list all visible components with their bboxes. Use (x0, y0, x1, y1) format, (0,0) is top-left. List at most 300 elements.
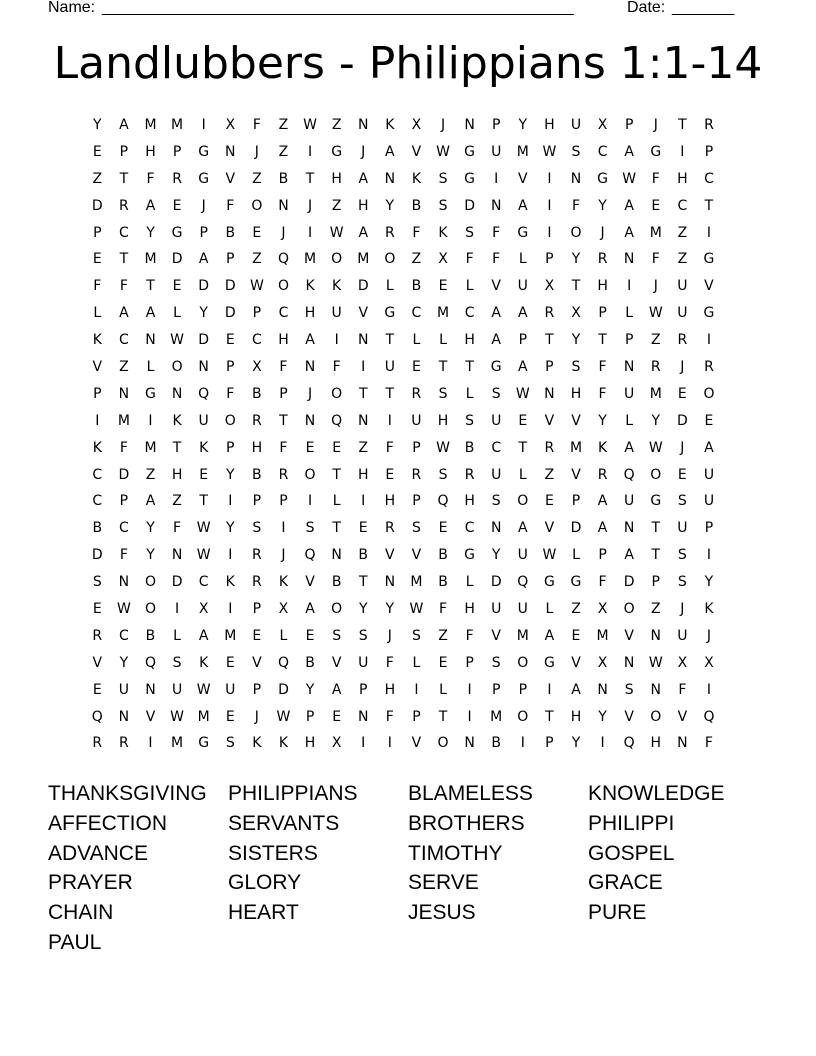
grid-letter: B (225, 224, 236, 241)
grid-letter: O (331, 251, 343, 268)
grid-letter: P (359, 681, 368, 698)
grid-letter: D (676, 412, 688, 429)
grid-letter: M (649, 385, 662, 402)
grid-letter: P (651, 574, 660, 591)
grid-letter: F (571, 197, 581, 214)
grid-letter: V (385, 547, 395, 564)
grid-letter: V (571, 654, 581, 671)
grid-letter: B (411, 278, 422, 295)
grid-letter: V (411, 143, 422, 160)
page-title: Landlubbers - Philippians 1:1-14 (53, 38, 763, 89)
grid-letter: N (304, 412, 316, 429)
grid-letter: U (677, 278, 688, 295)
grid-letter: C (704, 170, 714, 187)
grid-letter: S (172, 654, 182, 671)
name-label: Name: (48, 0, 96, 16)
grid-letter: E (358, 520, 368, 537)
grid-letter: O (304, 466, 316, 483)
grid-letter: D (224, 278, 236, 295)
grid-letter: K (704, 601, 714, 618)
grid-letter: C (278, 305, 289, 322)
grid-letter: Q (623, 466, 635, 483)
grid-letter: Z (172, 493, 182, 510)
grid-letter: Y (146, 520, 155, 537)
grid-letter: F (279, 359, 288, 376)
grid-letter: I (95, 412, 100, 429)
grid-letter: A (358, 170, 369, 187)
grid-letter: L (545, 601, 554, 618)
grid-letter: I (627, 278, 632, 295)
date-label: Date: (627, 0, 666, 16)
grid-letter: Y (305, 681, 315, 698)
grid-letter: A (305, 332, 315, 349)
grid-letter: N (304, 359, 316, 376)
grid-letter: O (570, 224, 582, 241)
grid-letter: P (279, 385, 288, 402)
grid-letter: I (520, 735, 525, 752)
grid-letter: M (224, 627, 237, 644)
grid-letter: J (387, 627, 392, 644)
grid-letter: L (465, 278, 474, 295)
grid-letter: Z (358, 439, 369, 456)
grid-letter: A (518, 197, 528, 214)
grid-letter: D (490, 574, 502, 591)
grid-letter: V (704, 278, 714, 295)
grid-letter: A (571, 681, 581, 698)
grid-letter: M (117, 412, 130, 429)
grid-letter: P (598, 305, 607, 322)
grid-letter: I (307, 224, 313, 241)
grid-letter: L (625, 305, 634, 322)
grid-letter: H (464, 493, 475, 510)
grid-letter: E (225, 654, 235, 671)
grid-letter: A (198, 627, 209, 644)
grid-letter: P (226, 359, 235, 376)
grid-letter: I (387, 735, 392, 752)
word-list-item: ADVANCE (48, 841, 148, 865)
grid-letter: I (148, 412, 153, 429)
grid-letter: U (225, 681, 236, 698)
grid-letter: Y (146, 547, 155, 564)
grid-letter: T (119, 251, 129, 268)
grid-letter: R (278, 466, 289, 483)
grid-letter: A (518, 305, 528, 322)
grid-letter: J (706, 627, 712, 644)
grid-letter: I (494, 170, 499, 187)
grid-letter: P (172, 143, 182, 160)
grid-letter: H (597, 278, 608, 295)
grid-letter: F (332, 359, 341, 376)
grid-letter: G (198, 143, 210, 160)
grid-letter: O (277, 278, 289, 295)
grid-letter: P (279, 493, 288, 510)
grid-letter: J (680, 439, 685, 456)
header-line (48, 0, 748, 18)
grid-letter: I (680, 143, 685, 160)
grid-letter: P (518, 681, 528, 698)
grid-letter: P (412, 708, 421, 725)
grid-letter: M (144, 117, 157, 133)
grid-letter: E (385, 466, 395, 483)
grid-letter: T (465, 359, 474, 376)
grid-letter: N (171, 547, 183, 564)
grid-letter: D (91, 197, 103, 214)
grid-letter: X (252, 359, 262, 376)
grid-letter: O (650, 466, 662, 483)
grid-letter: P (545, 359, 554, 376)
grid-letter: N (677, 735, 688, 752)
grid-letter: O (331, 601, 343, 618)
grid-letter: M (516, 627, 529, 644)
grid-letter: V (92, 654, 103, 671)
grid-letter: S (571, 143, 581, 160)
grid-letter: H (437, 412, 449, 429)
grid-letter: T (199, 493, 208, 510)
grid-letter: D (118, 466, 130, 483)
grid-letter: K (92, 439, 102, 456)
grid-letter: E (252, 627, 262, 644)
grid-letter: U (171, 681, 183, 698)
grid-letter: S (438, 197, 448, 214)
grid-letter: L (465, 574, 474, 591)
grid-letter: K (438, 224, 448, 241)
grid-letter: L (93, 305, 102, 322)
grid-letter: Q (277, 251, 289, 268)
grid-letter: Y (598, 412, 607, 429)
grid-letter: T (438, 359, 448, 376)
grid-letter: W (303, 117, 317, 133)
grid-letter: P (119, 143, 129, 160)
grid-letter: U (703, 493, 715, 510)
grid-letter: M (516, 143, 529, 160)
grid-letter: V (411, 547, 422, 564)
grid-letter: S (624, 681, 634, 698)
grid-letter: E (651, 197, 661, 214)
grid-letter: E (225, 708, 235, 725)
grid-letter: G (198, 170, 210, 187)
grid-letter: O (650, 708, 662, 725)
grid-letter: X (544, 278, 555, 295)
grid-letter: P (624, 332, 634, 349)
grid-letter: J (680, 601, 685, 618)
grid-letter: E (92, 681, 102, 698)
grid-letter: N (623, 251, 635, 268)
grid-letter: S (252, 520, 262, 537)
grid-letter: R (464, 466, 475, 483)
grid-letter: B (331, 574, 342, 591)
word-list-item: KNOWLEDGE (588, 782, 725, 805)
grid-letter: O (517, 708, 529, 725)
grid-letter: A (624, 143, 634, 160)
grid-letter: N (225, 143, 236, 160)
grid-letter: W (196, 547, 211, 564)
word-list-item: PAUL (48, 930, 102, 954)
grid-letter: G (145, 385, 156, 402)
grid-letter: A (624, 224, 634, 241)
grid-letter: V (252, 654, 262, 671)
date-blank[interactable]: _______ (672, 0, 735, 16)
grid-letter: Q (623, 735, 635, 752)
grid-letter: T (385, 385, 395, 402)
grid-letter: F (598, 359, 607, 376)
grid-letter: N (623, 359, 635, 376)
grid-letter: U (677, 305, 688, 322)
grid-letter: F (385, 654, 394, 671)
grid-letter: B (305, 654, 315, 671)
grid-letter: A (597, 493, 608, 510)
grid-letter: E (544, 493, 554, 510)
grid-letter: O (623, 601, 635, 618)
word-list-item: THANKSGIVING (48, 782, 207, 805)
grid-letter: J (281, 224, 286, 241)
grid-letter: F (252, 117, 261, 133)
grid-letter: R (92, 735, 103, 752)
grid-letter: U (198, 412, 209, 429)
grid-letter: E (252, 224, 262, 241)
grid-letter: G (198, 735, 210, 752)
grid-letter: N (198, 359, 209, 376)
grid-letter: T (332, 466, 341, 483)
grid-letter: T (678, 117, 687, 133)
grid-letter: P (571, 493, 581, 510)
grid-letter: X (331, 735, 342, 752)
grid-letter: J (254, 143, 259, 160)
grid-letter: P (252, 681, 262, 698)
grid-letter: L (173, 305, 181, 322)
grid-letter: R (384, 224, 395, 241)
grid-letter: H (384, 681, 396, 698)
grid-letter: F (385, 439, 394, 456)
grid-letter: J (281, 547, 286, 564)
grid-letter: C (119, 224, 129, 241)
grid-letter: Z (278, 117, 289, 133)
grid-letter: N (623, 654, 635, 671)
grid-letter: S (411, 627, 421, 644)
grid-letter: G (331, 143, 343, 160)
grid-letter: P (491, 117, 501, 133)
grid-letter: L (146, 359, 155, 376)
grid-letter: F (226, 197, 235, 214)
grid-letter: C (411, 305, 422, 322)
grid-letter: Y (571, 332, 581, 349)
grid-letter: T (385, 332, 395, 349)
grid-letter: I (201, 117, 206, 133)
grid-letter: Z (331, 117, 342, 133)
grid-letter: W (116, 601, 131, 618)
grid-letter: J (653, 278, 658, 295)
grid-letter: F (598, 574, 607, 591)
grid-letter: Y (119, 654, 129, 671)
grid-letter: U (491, 466, 502, 483)
grid-letter: C (119, 332, 129, 349)
grid-letter: N (357, 708, 369, 725)
grid-letter: K (332, 278, 342, 295)
grid-letter: R (92, 627, 103, 644)
grid-letter: S (677, 547, 687, 564)
grid-letter: T (704, 197, 714, 214)
grid-letter: V (331, 654, 342, 671)
letter-grid (84, 112, 722, 757)
grid-letter: A (145, 493, 156, 510)
grid-letter: U (624, 385, 635, 402)
grid-letter: I (706, 681, 712, 698)
grid-letter: I (547, 224, 552, 241)
grid-letter: L (412, 332, 421, 349)
grid-letter: F (119, 547, 128, 564)
grid-letter: P (491, 681, 501, 698)
grid-letter: F (119, 278, 128, 295)
grid-letter: P (119, 493, 129, 510)
grid-letter: D (570, 520, 582, 537)
grid-letter: C (119, 627, 129, 644)
grid-letter: S (571, 359, 581, 376)
grid-letter: W (196, 520, 211, 537)
grid-letter: G (517, 224, 529, 241)
grid-letter: X (597, 117, 608, 133)
grid-letter: P (704, 143, 714, 160)
grid-letter: V (571, 466, 581, 483)
grid-letter: O (171, 359, 183, 376)
grid-letter: M (410, 574, 423, 591)
grid-letter: M (197, 708, 210, 725)
grid-letter: I (414, 681, 419, 698)
grid-letter: A (305, 601, 315, 618)
grid-letter: E (332, 439, 342, 456)
grid-letter: N (570, 170, 582, 187)
grid-letter: S (92, 574, 102, 591)
grid-letter: F (598, 385, 607, 402)
grid-letter: U (118, 681, 130, 698)
grid-letter: Y (518, 117, 528, 133)
grid-letter: J (307, 385, 313, 402)
grid-letter: F (465, 627, 474, 644)
grid-letter: V (305, 574, 315, 591)
grid-letter: R (704, 117, 714, 133)
grid-letter: I (467, 708, 472, 725)
grid-letter: I (706, 224, 712, 241)
grid-letter: Z (650, 601, 661, 618)
grid-letter: G (597, 170, 608, 187)
grid-letter: V (491, 278, 501, 295)
grid-letter: A (518, 359, 528, 376)
grid-letter: H (544, 117, 555, 133)
grid-letter: Z (411, 251, 422, 268)
grid-letter: U (517, 278, 528, 295)
grid-letter: K (305, 278, 315, 295)
grid-letter: P (545, 251, 554, 268)
grid-letter: G (650, 143, 662, 160)
word-list-item: JESUS (408, 901, 476, 925)
grid-letter: W (409, 601, 424, 618)
grid-letter: M (304, 251, 317, 268)
grid-letter: I (706, 332, 712, 349)
grid-letter: P (226, 439, 235, 456)
grid-letter: F (465, 251, 474, 268)
grid-letter: A (624, 197, 634, 214)
grid-letter: N (171, 385, 183, 402)
word-list-item: PURE (588, 901, 647, 925)
grid-letter: U (517, 547, 528, 564)
grid-letter: V (544, 520, 555, 537)
grid-letter: Y (385, 197, 395, 214)
grid-letter: W (542, 143, 557, 160)
grid-letter: N (464, 117, 475, 133)
grid-letter: L (625, 412, 634, 429)
grid-letter: H (650, 735, 662, 752)
name-blank[interactable]: _____________________________________________________ (102, 0, 574, 16)
grid-letter: R (597, 466, 608, 483)
grid-letter: D (464, 197, 475, 214)
grid-letter: Y (704, 574, 714, 591)
grid-letter: O (384, 251, 396, 268)
grid-letter: T (332, 520, 341, 537)
grid-letter: T (279, 412, 288, 429)
grid-letter: W (329, 224, 344, 241)
grid-letter: C (198, 574, 209, 591)
grid-letter: B (438, 574, 448, 591)
grid-letter: N (357, 412, 369, 429)
grid-letter: F (173, 520, 182, 537)
grid-letter: E (571, 627, 581, 644)
grid-letter: A (119, 117, 129, 133)
grid-letter: H (304, 305, 316, 322)
grid-letter: R (384, 520, 395, 537)
grid-letter: O (517, 493, 529, 510)
grid-letter: K (225, 574, 235, 591)
grid-letter: K (385, 117, 395, 133)
grid-letter: R (119, 197, 129, 214)
grid-letter: A (145, 305, 156, 322)
grid-letter: Y (146, 224, 155, 241)
grid-letter: R (544, 305, 555, 322)
grid-letter: H (570, 385, 582, 402)
grid-letter: G (703, 251, 715, 268)
grid-letter: R (172, 170, 182, 187)
grid-letter: A (491, 332, 501, 349)
grid-letter: I (361, 735, 366, 752)
grid-letter: N (118, 385, 130, 402)
grid-letter: I (706, 547, 712, 564)
grid-letter: W (515, 385, 530, 402)
grid-letter: E (199, 466, 209, 483)
grid-letter: Y (491, 547, 501, 564)
grid-letter: P (93, 224, 102, 241)
grid-letter: H (464, 601, 475, 618)
grid-letter: H (464, 332, 475, 349)
grid-letter: X (677, 654, 688, 671)
grid-letter: N (357, 117, 369, 133)
grid-letter: G (171, 224, 183, 241)
grid-letter: G (490, 359, 502, 376)
grid-letter: E (438, 278, 448, 295)
grid-letter: G (464, 547, 476, 564)
grid-letter: U (570, 117, 582, 133)
grid-letter: P (545, 735, 554, 752)
grid-letter: D (91, 547, 103, 564)
word-list-item: SISTERS (228, 841, 318, 865)
grid-letter: P (412, 439, 421, 456)
grid-letter: S (465, 224, 475, 241)
grid-letter: C (464, 520, 475, 537)
grid-letter: Q (517, 574, 529, 591)
grid-letter: Z (92, 170, 103, 187)
grid-letter: Y (199, 305, 208, 322)
grid-letter: V (358, 305, 369, 322)
grid-letter: N (490, 197, 502, 214)
grid-letter: Z (145, 466, 156, 483)
word-list-item: GLORY (228, 871, 302, 895)
grid-letter: S (677, 493, 687, 510)
